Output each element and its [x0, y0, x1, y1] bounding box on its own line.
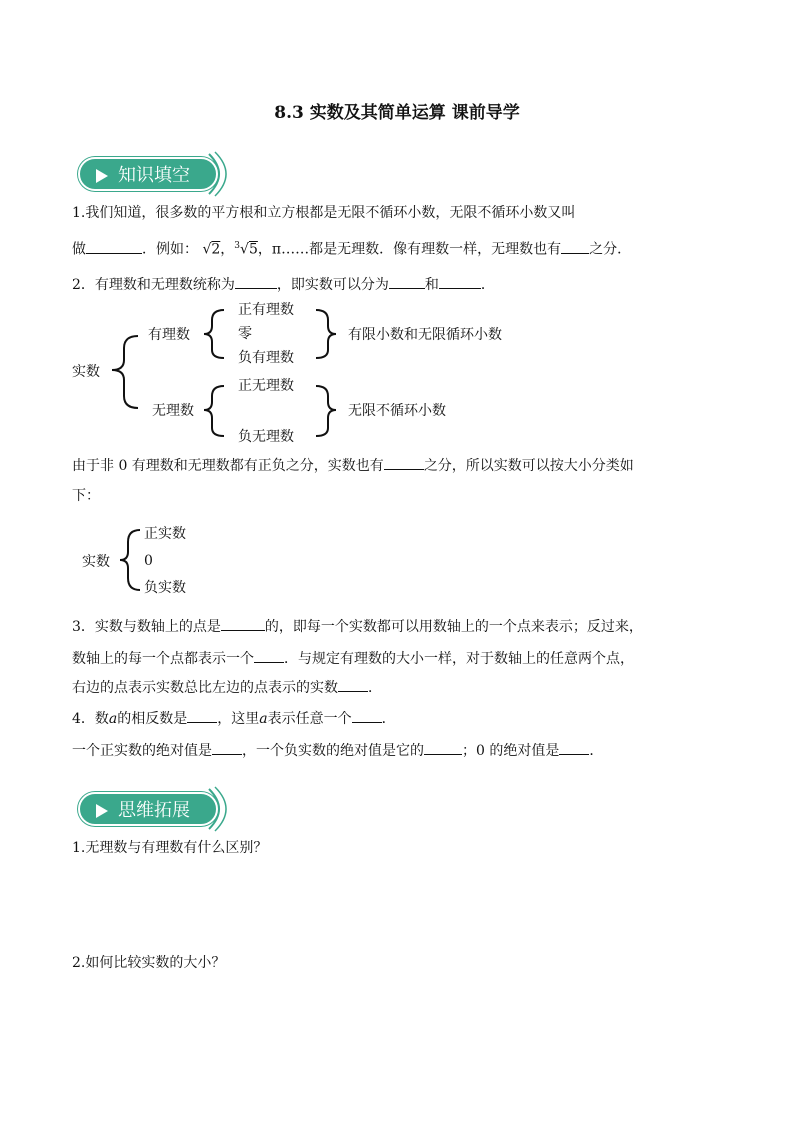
tree1-zero: 零 — [238, 326, 252, 342]
q1-line1: 1.我们知道，很多数的平方根和立方根都是无限不循环小数，无限不循环小数又叫 — [72, 205, 576, 221]
tree1-irrational: 无理数 — [152, 403, 194, 419]
tree1-rational-desc: 有限小数和无限循环小数 — [348, 327, 502, 343]
q3-line2: 数轴上的每一个点都表示一个 ．与规定有理数的大小一样，对于数轴上的任意两个点， — [72, 648, 634, 669]
tree1-pos-rational: 正有理数 — [238, 302, 294, 318]
q2b-line1: 由于非 0 有理数和无理数都有正负之分，实数也有 之分，所以实数可以按大小分类如 — [72, 455, 634, 476]
section-tab-extension — [78, 792, 218, 826]
q1-line2: 做 ．例如： √2，$^3$√5，π……都是无理数．像有理数一样，无理数也有 之分． — [72, 236, 631, 260]
q3-line1: 3．实数与数轴上的点是 的，即每一个实数都可以用数轴上的一个点来表示；反过来， — [72, 616, 643, 637]
q2-line: 2．有理数和无理数统称为 ，即实数可以分为 和 ． — [72, 274, 495, 295]
cbrt-5: √5 — [240, 241, 258, 258]
cube-root-index: 3 — [234, 241, 241, 251]
play-icon — [96, 804, 108, 818]
tree1-neg-irrational: 负无理数 — [238, 429, 294, 445]
tree1-rational: 有理数 — [148, 327, 190, 343]
tree1-neg-rational: 负有理数 — [238, 350, 294, 366]
q4-line2: 一个正实数的绝对值是 ，一个负实数的绝对值是它的 ；0 的绝对值是 ． — [72, 740, 603, 761]
q3-line3: 右边的点表示实数总比左边的点表示的实数 ． — [72, 677, 382, 698]
blank[interactable] — [424, 740, 462, 755]
tree1-pos-irrational: 正无理数 — [238, 378, 294, 394]
q2b-line2: 下： — [72, 488, 100, 504]
tree2-neg: 负实数 — [144, 580, 186, 596]
blank[interactable] — [559, 740, 589, 755]
tree1-irrational-desc: 无限不循环小数 — [348, 403, 446, 419]
blank[interactable] — [187, 708, 217, 723]
page-title: 8.3 实数及其简单运算 课前导学 — [274, 103, 520, 123]
blank[interactable] — [338, 677, 368, 692]
tree1-root: 实数 — [72, 364, 100, 380]
tree2-pos: 正实数 — [144, 526, 186, 542]
sqrt-2: √2 — [202, 241, 221, 258]
tree2-root: 实数 — [82, 554, 110, 570]
extension-question-2: 2.如何比较实数的大小？ — [72, 955, 226, 971]
blank[interactable] — [352, 708, 382, 723]
q4-line1: 4．数a的相反数是 ，这里a表示任意一个 ． — [72, 708, 396, 729]
section-label: 思维拓展 — [118, 800, 190, 821]
tree2-brace — [120, 530, 140, 590]
blank[interactable] — [212, 740, 242, 755]
extension-question-1: 1.无理数与有理数有什么区别？ — [72, 840, 268, 856]
tree2-zero: 0 — [144, 553, 153, 569]
blank[interactable] — [254, 648, 284, 663]
section-label: 知识填空 — [118, 165, 190, 186]
blank[interactable] — [221, 616, 265, 631]
